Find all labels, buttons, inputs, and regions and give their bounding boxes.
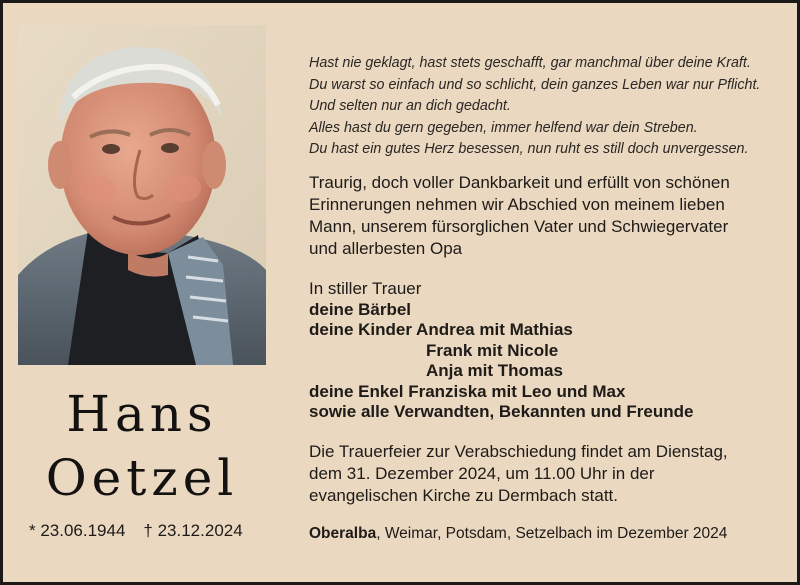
farewell-line: Traurig, doch voller Dankbarkeit und erfüllt von schönen xyxy=(309,173,730,192)
service-line: dem 31. Dezember 2024, um 11.00 Uhr in der xyxy=(309,464,655,483)
poem-line: Hast nie geklagt, hast stets geschafft, gar manchmal über deine Kraft. xyxy=(309,55,751,71)
mourner-child: Anja mit Thomas xyxy=(426,361,563,380)
service-line: Die Trauerfeier zur Verabschiedung findet am Dienstag, xyxy=(309,442,728,461)
mourners-list xyxy=(309,279,789,423)
footer-town: Oberalba xyxy=(309,525,377,542)
death-date: † 23.12.2024 xyxy=(143,521,243,540)
place-date-footer xyxy=(309,525,727,543)
poem-line: Du warst so einfach und so schlicht, dein ganzes Leben war nur Pflicht. xyxy=(309,76,761,93)
mourner-child: Frank mit Nicole xyxy=(426,340,559,360)
last-name: Oetzel xyxy=(45,449,239,507)
mourner-children: deine Kinder Andrea mit Mathias xyxy=(309,320,573,339)
farewell-line: Mann, unserem fürsorglichen Vater und Schwiegervater xyxy=(309,217,729,236)
poem-line: Du hast ein gutes Herz besessen, nun ruht es still doch unvergessen. xyxy=(309,141,749,157)
poem xyxy=(309,53,789,161)
first-name: Hans xyxy=(66,385,218,443)
farewell-line: Erinnerungen nehmen wir Abschied von meinem lieben xyxy=(309,195,725,214)
farewell-line: und allerbesten Opa xyxy=(309,239,463,258)
poem-line: Alles hast du gern gegeben, immer helfend war dein Streben. xyxy=(309,119,698,136)
mourner-grandchildren: deine Enkel Franziska mit Leo und Max xyxy=(309,381,626,401)
mourners-heading: In stiller Trauer xyxy=(309,279,422,298)
footer-places: , Weimar, Potsdam, Setzelbach im Dezember 2024 xyxy=(376,525,728,542)
portrait-photo xyxy=(18,25,266,365)
mourner-wife: deine Bärbel xyxy=(309,299,412,319)
farewell-text xyxy=(309,172,789,260)
mourner-relatives: sowie alle Verwandten, Bekannten und Freunde xyxy=(309,402,694,421)
birth-date: * 23.06.1944 xyxy=(29,521,126,540)
poem-line: Und selten nur an dich gedacht. xyxy=(309,98,511,114)
life-dates xyxy=(29,521,243,541)
service-line: evangelischen Kirche zu Dermbach statt. xyxy=(309,486,618,505)
funeral-service-info xyxy=(309,441,789,507)
